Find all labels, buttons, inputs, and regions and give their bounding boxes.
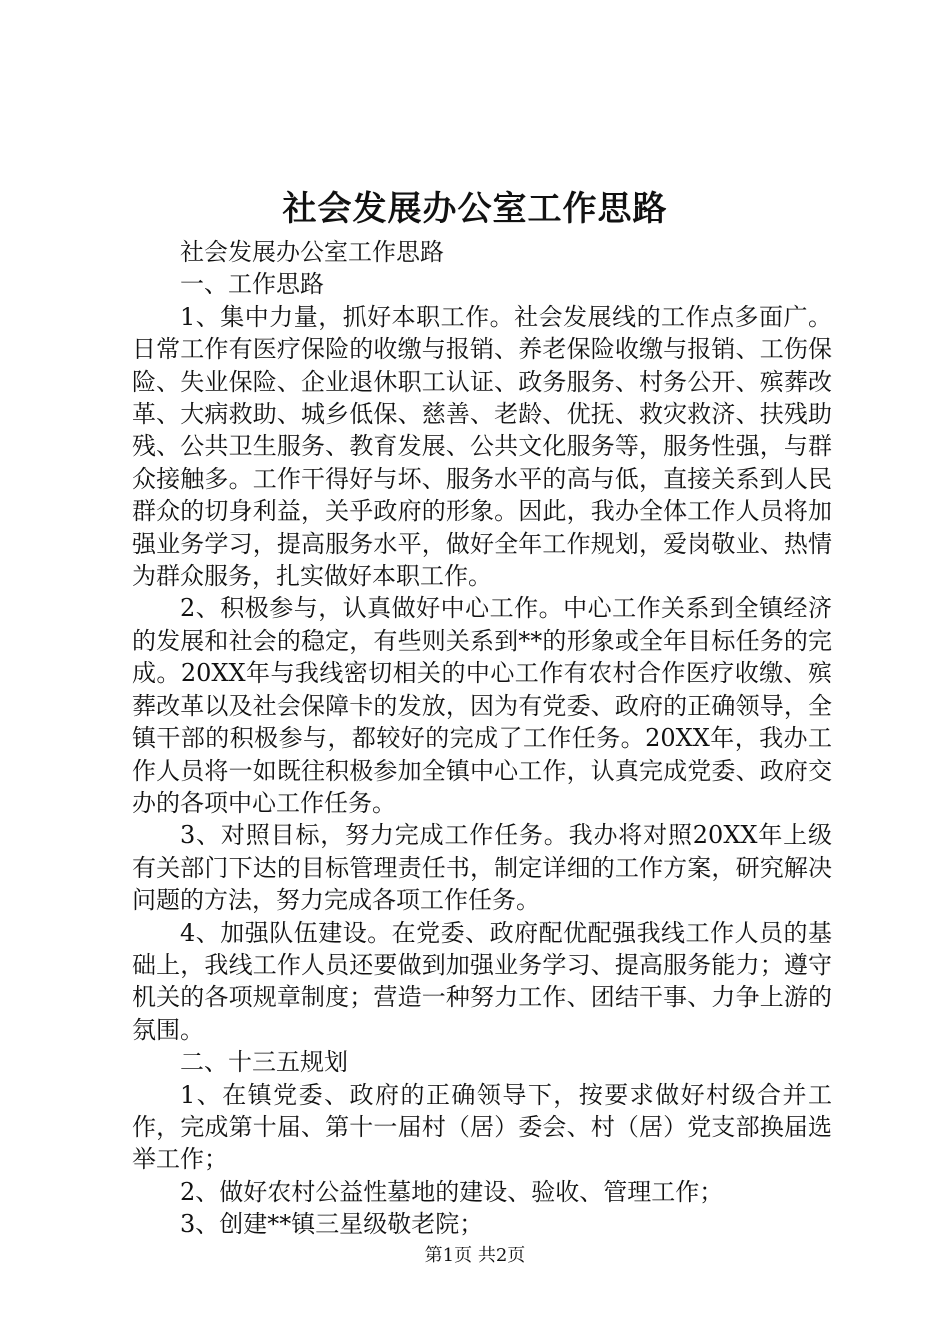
document-body: [132, 236, 832, 1241]
body-paragraph: 2、做好农村公益性墓地的建设、验收、管理工作；: [180, 1177, 724, 1206]
body-paragraph: 1、集中力量，抓好本职工作。社会发展线的工作点多面广。日常工作有医疗保险的收缴与报销、养老保险收缴与报销、工伤保险、失业保险、企业退休职工认证、政务服务、村务公开、殡葬改革、大病救助、城乡低保、慈善、老龄、优抚、救灾救济、扶残助残、公共卫生服务、教育发展、公共文化服务等，服务性强，与群众接触多。工作干得好与坏、服务水平的高与低，直接关系到人民群众的切身利益，关乎政府的形象。因此，我办全体工作人员将加强业务学习，提高服务水平，做好全年工作规划，爱岗敬业、热情为群众服务，扎实做好本职工作。: [132, 302, 832, 591]
body-paragraph: 3、创建**镇三星级敬老院；: [180, 1210, 484, 1239]
body-paragraph: 2、积极参与，认真做好中心工作。中心工作关系到全镇经济的发展和社会的稳定，有些则关系到**的形象或全年目标任务的完成。20XX年与我线密切相关的中心工作有农村合作医疗收缴、殡葬改革以及社会保障卡的发放，因为有党委、政府的正确领导，全镇干部的积极参与，都较好的完成了工作任务。20XX年，我办工作人员将一如既往积极参加全镇中心工作，认真完成党委、政府交办的各项中心工作任务。: [132, 594, 832, 817]
page-number-footer: 第1页 共2页: [424, 1245, 526, 1266]
subtitle-paragraph: 社会发展办公室工作思路: [180, 238, 444, 266]
document-title: 社会发展办公室工作思路: [282, 189, 668, 229]
body-paragraph: 1、在镇党委、政府的正确领导下，按要求做好村级合并工作，完成第十届、第十一届村（居）委会、村（居）党支部换届选举工作；: [132, 1080, 832, 1174]
body-paragraph: 3、对照目标，努力完成工作任务。我办将对照20XX年上级有关部门下达的目标管理责任书，制定详细的工作方案，研究解决问题的方法，努力完成各项工作任务。: [132, 821, 832, 915]
section-heading-plan: 二、十三五规划: [180, 1048, 348, 1077]
section-heading-work-ideas: 一、工作思路: [180, 270, 324, 299]
body-paragraph: 4、加强队伍建设。在党委、政府配优配强我线工作人员的基础上，我线工作人员还要做到加强业务学习、提高服务能力；遵守机关的各项规章制度；营造一种努力工作、团结干事、力争上游的氛围。: [132, 918, 832, 1044]
